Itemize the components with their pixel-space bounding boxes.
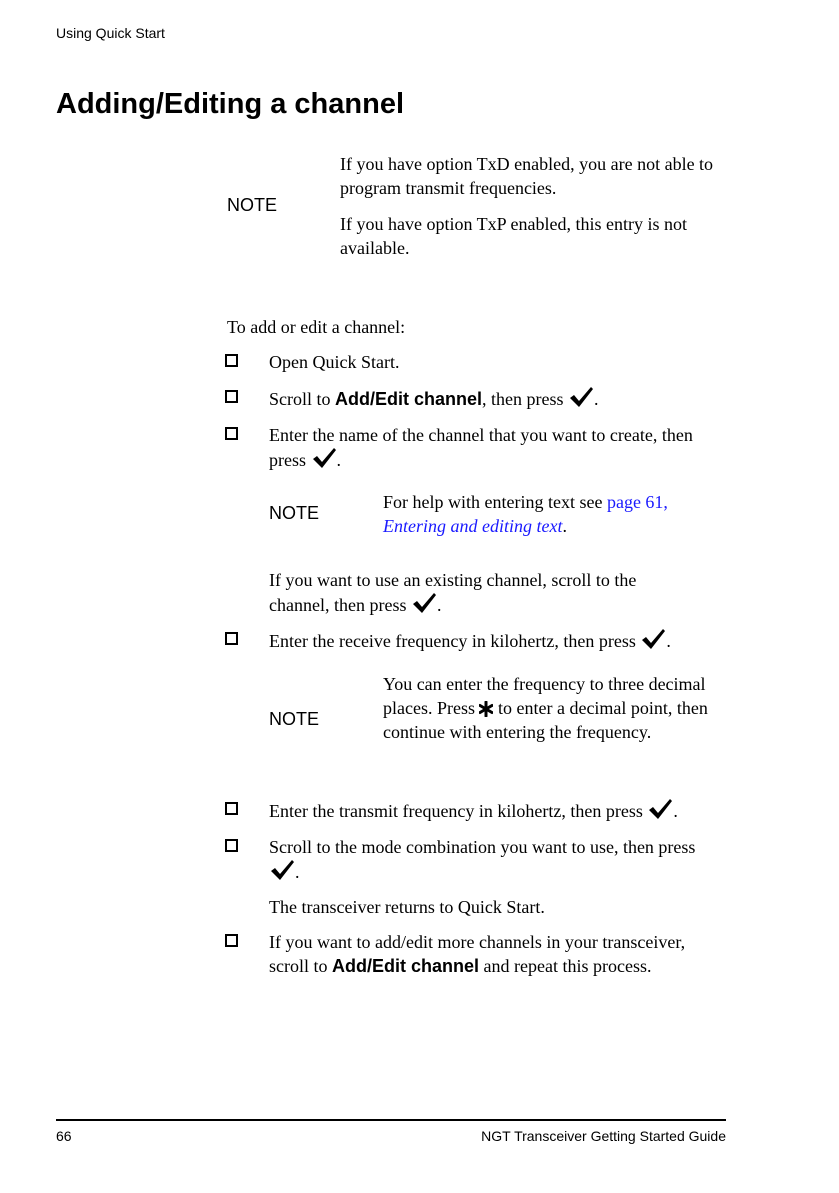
page-number: 66 <box>56 1128 72 1144</box>
step-text: Open Quick Start. <box>269 352 400 372</box>
note-label: NOTE <box>269 709 320 729</box>
checkmark-icon <box>311 447 337 469</box>
step-text <box>269 423 709 472</box>
step-text-end: . <box>673 801 678 821</box>
step-text <box>269 798 739 823</box>
step-text-part: and repeat this process. <box>479 956 652 976</box>
checkbox-bullet-icon <box>225 632 238 645</box>
asterisk-key-icon <box>479 701 493 717</box>
checkbox-bullet-icon <box>225 427 238 440</box>
note-text-part: to enter a decimal point, then continue with entering the frequency. <box>383 698 708 742</box>
step-continuation: The transceiver returns to Quick Start. <box>269 897 545 917</box>
note-text-part: You can enter the frequency to three decimal places. Press <box>383 674 706 718</box>
note-text-end: . <box>562 516 567 536</box>
ui-label: Add/Edit channel <box>332 956 480 976</box>
footer-rule <box>56 1119 726 1121</box>
note-paragraph: If you have option TxP enabled, this entry is not available. <box>340 214 687 258</box>
checkbox-bullet-icon <box>225 354 238 367</box>
step-text <box>269 386 739 411</box>
checkbox-bullet-icon <box>225 390 238 403</box>
cross-reference-link[interactable]: Entering and editing text <box>383 516 563 536</box>
step-text-part: Enter the transmit frequency in kilohertz, then press <box>269 801 643 821</box>
checkmark-icon <box>568 386 594 408</box>
step-text <box>269 930 724 978</box>
ui-label: Add/Edit channel <box>335 389 483 409</box>
step-text-end: . <box>666 631 671 651</box>
step-text <box>269 835 709 884</box>
checkmark-icon <box>640 628 666 650</box>
step-text <box>269 628 739 653</box>
step-text-part: If you want to use an existing channel, scroll to the channel, then press <box>269 570 637 615</box>
checkmark-icon <box>269 859 295 881</box>
note-text-part: For help with entering text see <box>383 492 607 512</box>
note-text <box>383 490 723 538</box>
step-text-end: . <box>336 450 341 470</box>
step-text-part: Scroll to <box>269 389 335 409</box>
checkbox-bullet-icon <box>225 839 238 852</box>
note-text <box>340 152 730 260</box>
step-text-end: . <box>295 862 300 882</box>
step-text-part: Scroll to the mode combination you want to use, then press <box>269 837 696 857</box>
page-title: Adding/Editing a channel <box>56 88 404 120</box>
checkmark-icon <box>647 798 673 820</box>
step-text-part: , then press <box>482 389 564 409</box>
checkbox-bullet-icon <box>225 934 238 947</box>
step-text-end: . <box>436 595 442 615</box>
checkbox-bullet-icon <box>225 802 238 815</box>
note-label: NOTE <box>227 195 278 215</box>
step-text-part: If you want to add/edit more channels in your transceiver, scroll to <box>269 932 686 976</box>
note-paragraph: If you have option TxD enabled, you are not able to program transmit frequencies. <box>340 154 714 198</box>
cross-reference-link[interactable]: page 61, <box>606 492 668 512</box>
note-label: NOTE <box>269 503 320 523</box>
step-continuation <box>269 568 689 617</box>
step-text-end: . <box>594 389 599 409</box>
intro-text: To add or edit a channel: <box>227 317 406 337</box>
step-text-part: Enter the name of the channel that you want to create, then press <box>269 425 693 470</box>
document-title: NGT Transceiver Getting Started Guide <box>481 1128 726 1144</box>
checkmark-icon <box>411 592 437 614</box>
note-text <box>383 672 728 744</box>
running-head: Using Quick Start <box>56 25 165 41</box>
step-text-part: Enter the receive frequency in kilohertz, then press <box>269 631 636 651</box>
